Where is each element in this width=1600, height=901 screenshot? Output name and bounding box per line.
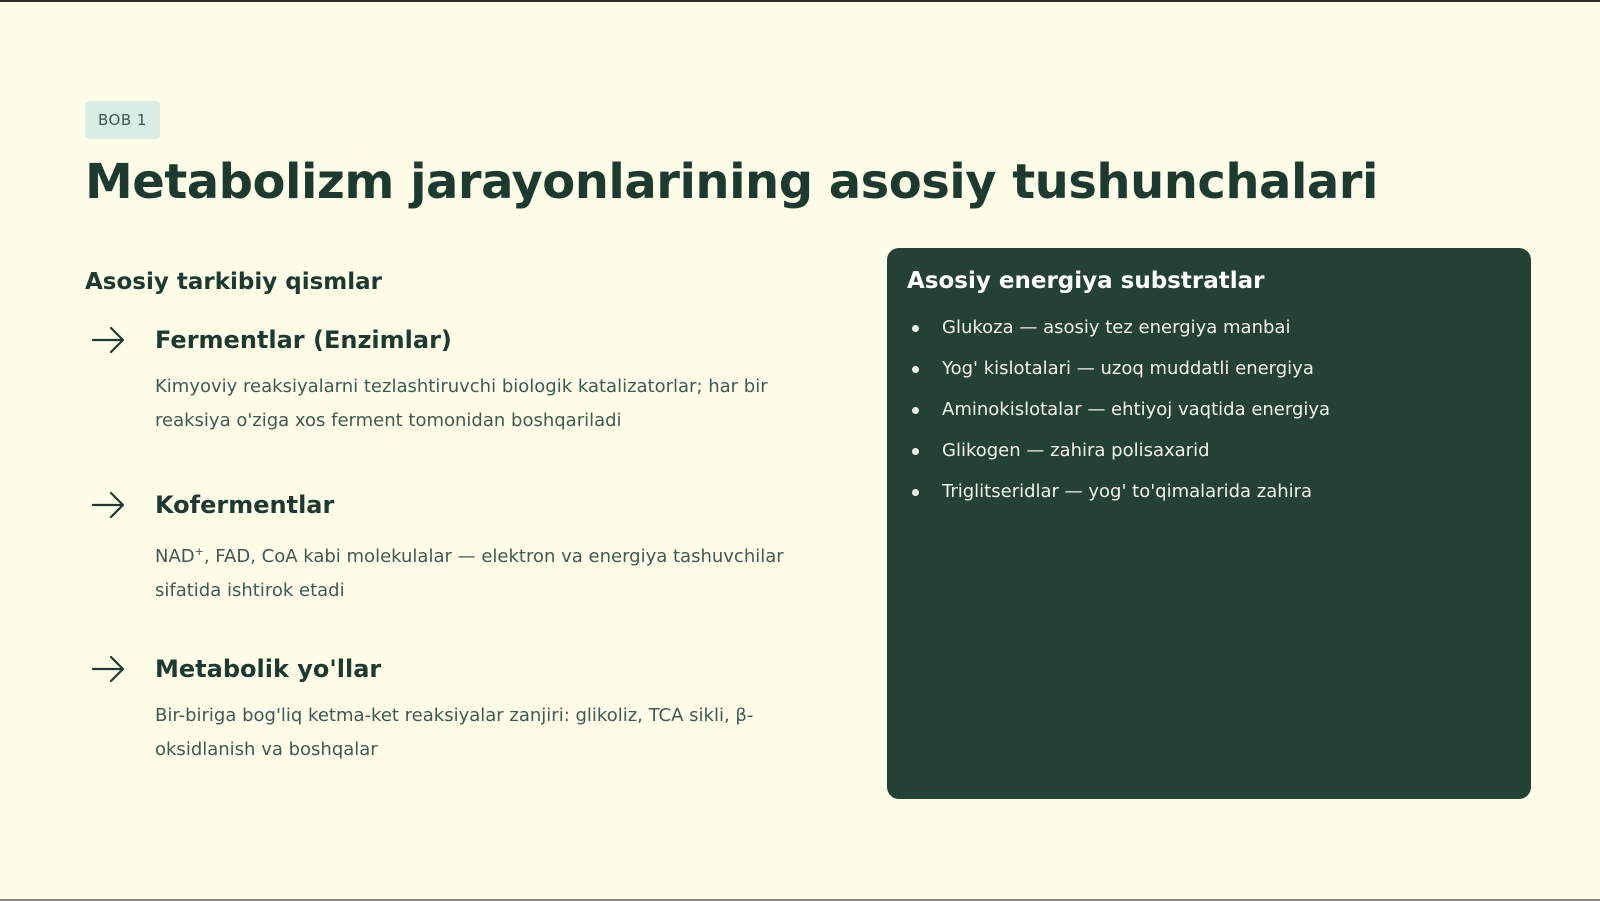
item-description: Bir-biriga bog'liq ketma-ket reaksiyalar zanjiri: glikoliz, TCA sikli, β-oksidlanish va boshqalar <box>155 705 754 760</box>
panel-heading: Asosiy energiya substratlar <box>907 268 1265 294</box>
top-border <box>0 0 1600 2</box>
bullet-icon <box>912 407 919 414</box>
list-item-text: Yog' kislotalari — uzoq muddatli energiya <box>942 358 1314 379</box>
list-item <box>907 314 1330 355</box>
list-item <box>907 437 1330 478</box>
item-title: Metabolik yo'llar <box>155 655 382 683</box>
item-description: Kimyoviy reaksiyalarni tezlashtiruvchi biologik katalizatorlar; har bir reaksiya o'ziga xos ferment tomonidan boshqariladi <box>155 376 768 431</box>
list-item-text: Glukoza — asosiy tez energiya manbai <box>942 317 1291 338</box>
list-item <box>907 396 1330 437</box>
arrow-right-icon <box>91 491 127 519</box>
item-title: Kofermentlar <box>155 491 335 519</box>
components-heading: Asosiy tarkibiy qismlar <box>85 269 383 295</box>
list-item <box>907 355 1330 396</box>
item-title: Fermentlar (Enzimlar) <box>155 326 452 354</box>
bullet-icon <box>912 489 919 496</box>
list-item-text: Glikogen — zahira polisaxarid <box>942 440 1210 461</box>
energy-substrates-panel <box>887 248 1531 799</box>
substrates-list <box>907 314 1330 519</box>
chapter-badge: BOB 1 <box>85 101 160 139</box>
description-text: , FAD, CoA kabi molekulalar — elektron va energiya tashuvchilar sifatida ishtirok etadi <box>155 546 784 601</box>
list-item-text: Aminokislotalar — ehtiyoj vaqtida energiya <box>942 399 1331 420</box>
nad-text: NAD <box>155 546 195 567</box>
list-item <box>907 478 1330 519</box>
item-description <box>155 535 815 608</box>
arrow-right-icon <box>91 655 127 683</box>
page-title: Metabolizm jarayonlarining asosiy tushunchalari <box>85 154 1378 210</box>
superscript-plus: + <box>194 545 204 558</box>
bullet-icon <box>912 325 919 332</box>
arrow-right-icon <box>91 326 127 354</box>
bullet-icon <box>912 448 919 455</box>
bullet-icon <box>912 366 919 373</box>
list-item-text: Triglitseridlar — yog' to'qimalarida zahira <box>942 481 1313 502</box>
